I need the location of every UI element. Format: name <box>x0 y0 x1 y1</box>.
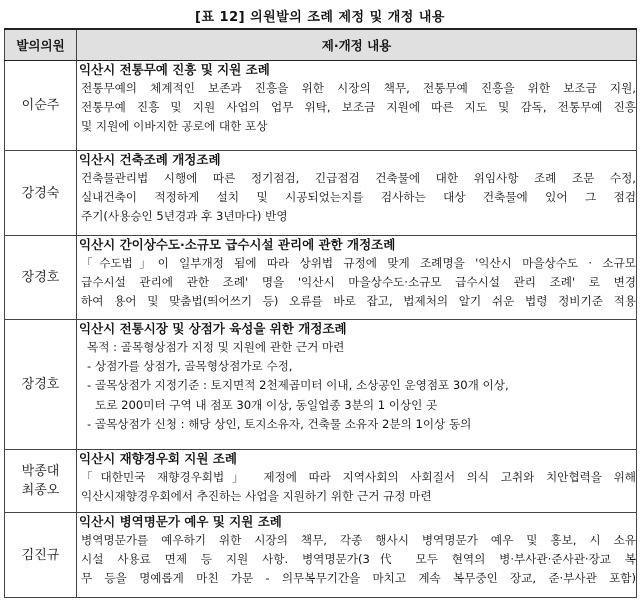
content-line: 전통무예 진흥 및 지원 사업의 업무 위탁, 보조금 지원에 따른 지도 및 감독, 전통무예 진흥 <box>81 100 636 115</box>
proposer-cell <box>5 151 77 236</box>
proposer-name: 박종대 <box>21 464 60 479</box>
content-line: 시설 사용료 면제 등 지원 사항. 병역명문가(3代 모두 현역의 병·부사관·준사관·장교 복 <box>81 552 636 567</box>
content-line: 도로 200미터 구역 내 점포 30개 이상, 동일업종 3분의 1 이상인 곳 <box>95 397 438 412</box>
proposer-cell <box>5 450 77 513</box>
proposer-cell <box>5 61 77 151</box>
content-line: 주기(사용승인 5년경과 후 3년마다) 반영 <box>81 209 288 224</box>
content-line: 건축물관리법 시행에 따른 정기점검, 긴급점검 건축물에 대한 위임사항 조례 조문 수정, <box>81 171 636 185</box>
content-line: - 상점가를 상점가, 골목형상점가로 수정, <box>87 359 293 374</box>
table-header-row <box>5 29 637 61</box>
table-row <box>5 450 637 513</box>
proposer-name: 이순주 <box>21 98 60 113</box>
content-line: 「대한민국 재향경우회법」 제정에 따라 지역사회의 사회질서 의식 고취와 치안협력을 위해 <box>81 470 636 484</box>
content-line: - 골목상점가 지정기준 : 토지면적 2천제곱미터 이내, 소상공인 운영점포 30개 이상, <box>87 378 509 393</box>
content-cell <box>77 513 637 598</box>
table-row <box>5 513 637 598</box>
proposer-cell <box>5 320 77 450</box>
table-row <box>5 236 637 320</box>
content-cell <box>77 61 637 151</box>
content-line: 실내건축이 적정하게 설치 및 시공되었는지를 검사하는 대상 건축물에 있어 그 점검 <box>81 190 636 205</box>
header-proposer: 발의의원 <box>5 29 77 61</box>
content-cell <box>77 236 637 320</box>
proposer-name: 강경숙 <box>21 185 60 201</box>
content-cell <box>77 450 637 513</box>
ordinance-table <box>4 28 637 598</box>
ordinance-title: 익산시 병역명문가 예우 및 지원 조례 <box>79 514 282 529</box>
proposer-name: 최종오 <box>21 483 60 498</box>
ordinance-title: 익산시 간이상수도·소규모 급수시설 관리에 관한 개정조례 <box>79 237 396 252</box>
ordinance-title: 익산시 건축조례 개정조례 <box>79 152 221 167</box>
proposer-name: 장경호 <box>21 270 60 285</box>
content-line: 하여 용어 및 맞춤법(띄어쓰기 등) 오류를 바로 잡고, 법제처의 알기 쉬운 법령 정비기준 적용 <box>81 294 636 309</box>
content-line: 급수시설 관리에 관한 조례' 명을 '익산시 마을상수도·소규모 급수시설 관리 조례' 로 변경 <box>81 275 636 290</box>
content-line: 무 등을 명예롭게 마친 가문 - 의무복무기간을 마치고 계속 복무중인 장교, 준·부사관 포함) <box>81 571 636 586</box>
table-row <box>5 151 637 236</box>
content-line: - 골목상점가 신청 : 해당 상인, 토지소유자, 건축물 소유자 2분의 1이상 동의 <box>87 416 472 431</box>
content-line: 목적 : 골목형상점가 지정 및 지원에 관한 근거 마련 <box>87 340 345 354</box>
content-line: 전통무예의 체계적인 보존과 진흥을 위한 시장의 책무, 전통무예 진흥을 위한 보조금 지원, <box>81 81 636 95</box>
content-cell <box>77 320 637 450</box>
content-line: 및 지원에 이바지한 공로에 대한 포상 <box>81 119 268 134</box>
content-line: 「수도법」이 일부개정 됨에 따라 상위법 규정에 맞게 조례명을 '익산시 마을상수도 · 소규모 <box>81 256 636 270</box>
ordinance-title: 익산시 재향경우회 지원 조례 <box>79 451 237 466</box>
table-row <box>5 61 637 151</box>
proposer-cell <box>5 513 77 598</box>
table-title: [표 12] 의원발의 조례 제정 및 개정 내용 <box>195 10 445 25</box>
content-line: 익산시재향경우회에서 추진하는 사업을 지원하기 위한 근거 규정 마련 <box>81 489 432 504</box>
ordinance-title: 익산시 전통시장 및 상점가 육성을 위한 개정조례 <box>79 321 347 336</box>
header-content: 제·개정 내용 <box>77 29 637 61</box>
table-row <box>5 320 637 450</box>
ordinance-title: 익산시 전통무예 진흥 및 지원 조례 <box>79 62 270 77</box>
content-line: 병역명문가를 예우하기 위한 시장의 책무, 각종 행사시 병역명문가 예우 및 홍보, 시 소유 <box>81 533 636 547</box>
content-cell <box>77 151 637 236</box>
proposer-cell <box>5 236 77 320</box>
proposer-name: 김진규 <box>21 547 60 563</box>
proposer-name: 장경호 <box>21 377 60 392</box>
